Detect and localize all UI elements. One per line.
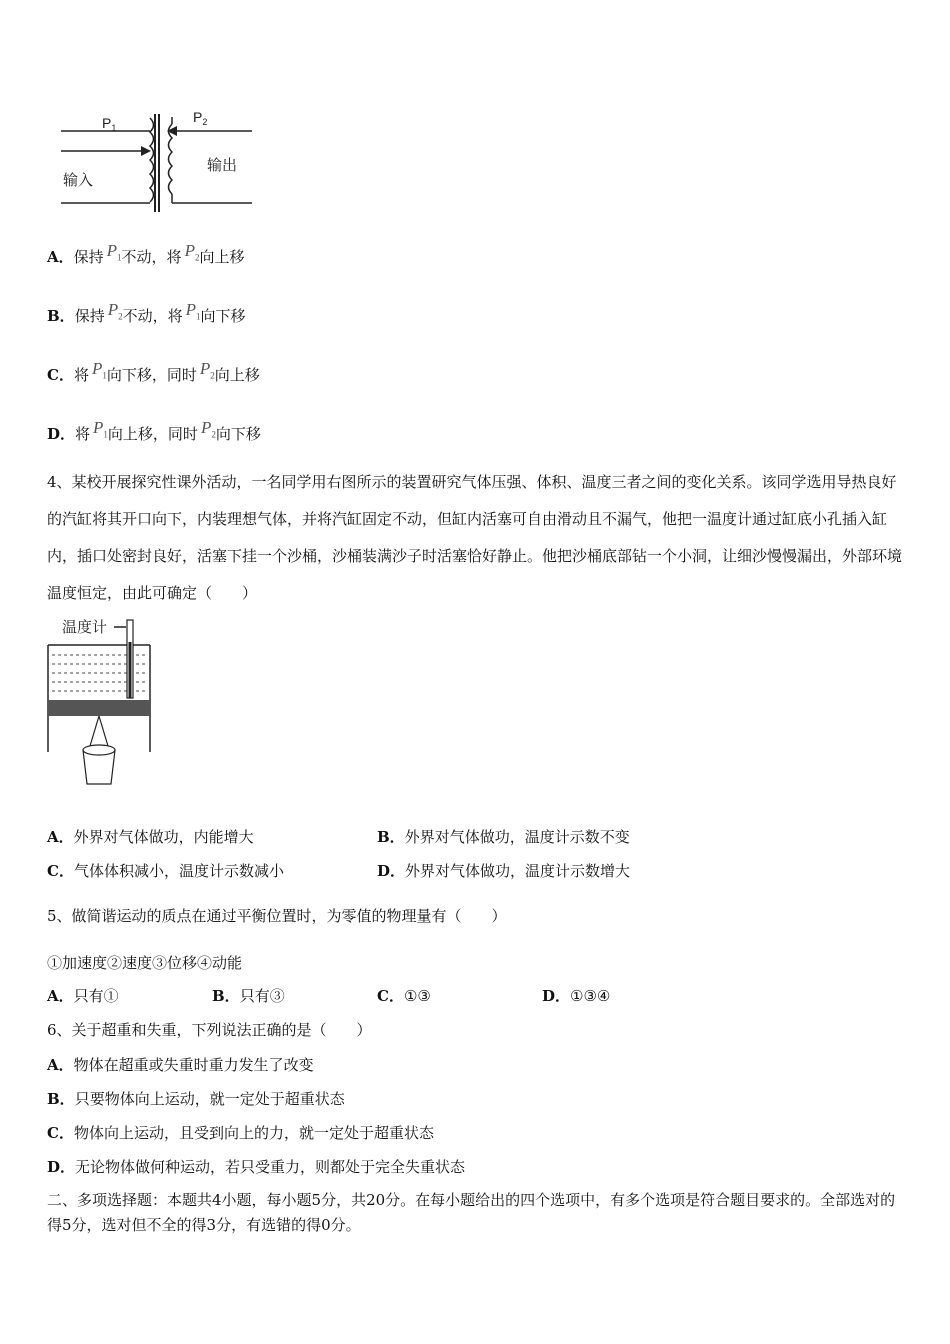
option-letter: D．	[377, 862, 406, 880]
q6-option-a[interactable]: A．物体在超重或失重时重力发生了改变	[47, 1056, 314, 1074]
input-label: 输入	[63, 172, 94, 189]
option-letter: A．	[47, 1056, 74, 1074]
option-letter: D．	[542, 987, 571, 1005]
q5-stem: 5、做简谐运动的质点在通过平衡位置时，为零值的物理量有（ ）	[47, 907, 507, 925]
option-letter: A．	[47, 828, 74, 846]
transformer-figure	[55, 100, 265, 215]
q5-option-a[interactable]: A．只有①	[47, 987, 119, 1005]
q4-option-b[interactable]: B．外界对气体做功，温度计示数不变	[377, 828, 630, 846]
q6-option-d[interactable]: D．无论物体做何种运动，若只受重力，则都处于完全失重状态	[47, 1158, 466, 1176]
option-letter: C．	[377, 987, 404, 1005]
output-label: 输出	[207, 157, 238, 174]
q6-option-c[interactable]: C．物体向上运动，且受到向上的力，就一定处于超重状态	[47, 1124, 434, 1142]
p-variable: $P_1$	[91, 359, 107, 381]
option-letter: B．	[47, 1090, 75, 1108]
q3-option-b[interactable]: B．保持 $P_2$不动，将 $P_1$向下移	[47, 300, 246, 325]
p-variable: $P_1$	[106, 241, 122, 263]
q5-items: ①加速度②速度③位移④动能	[47, 954, 243, 972]
arrow-left-icon	[167, 126, 177, 136]
option-letter: B．	[377, 828, 405, 846]
arrow-right-icon	[141, 146, 151, 156]
option-letter: D．	[47, 1158, 76, 1176]
cylinder-figure	[44, 612, 159, 792]
option-letter: A．	[47, 987, 74, 1005]
p-variable: $P_1$	[93, 418, 108, 440]
q3-option-d[interactable]: D．将 $P_1$向上移，同时 $P_2$向下移	[47, 418, 261, 443]
option-letter: B．	[212, 987, 240, 1005]
p1-label: $P_1$	[102, 115, 117, 133]
p2-label: $P_2$	[193, 109, 208, 127]
p-variable: $P_2$	[200, 418, 216, 440]
q6-stem: 6、关于超重和失重，下列说法正确的是（ ）	[47, 1021, 372, 1039]
q4-option-d[interactable]: D．外界对气体做功，温度计示数增大	[377, 862, 631, 880]
q3-option-a[interactable]: A．保持 $P_1$不动，将 $P_2$向上移	[47, 241, 245, 266]
option-letter: C．	[47, 366, 74, 384]
option-letter: C．	[47, 1124, 74, 1142]
p-variable: $P_2$	[107, 300, 123, 322]
option-letter: A．	[47, 248, 74, 266]
option-letter: D．	[47, 425, 76, 443]
thermometer-label: 温度计	[62, 619, 108, 636]
q4-stem: 4、某校开展探究性课外活动，一名同学用右图所示的装置研究气体压强、体积、温度三者之间的变化关系。该同学选用导热良好的汽缸将其开口向下，内装理想气体，并将汽缸固定不动，但缸内活塞可自由滑动且不漏气，他把一温度计通过缸底小孔插入缸内，插口处密封良好，活塞下挂一个沙桶，沙桶装满沙子时活塞恰好静止。他把沙桶底部钻一个小洞，让细沙慢慢漏出，外部环境温度恒定，由此可确定（ ）	[47, 473, 903, 602]
p-variable: $P_2$	[199, 359, 215, 381]
q3-option-c[interactable]: C．将 $P_1$向下移，同时 $P_2$向上移	[47, 359, 260, 384]
option-letter: B．	[47, 307, 75, 325]
p-variable: $P_2$	[184, 241, 200, 263]
q4-option-a[interactable]: A．外界对气体做功，内能增大	[47, 828, 254, 846]
q5-option-d[interactable]: D．①③④	[542, 987, 611, 1005]
q6-option-b[interactable]: B．只要物体向上运动，就一定处于超重状态	[47, 1090, 345, 1108]
q5-option-c[interactable]: C．①③	[377, 987, 431, 1005]
q5-option-b[interactable]: B．只有③	[212, 987, 285, 1005]
section-2-heading: 二、多项选择题：本题共4小题，每小题5分，共20分。在每小题给出的四个选项中，有多个选项是符合题目要求的。全部选对的得5分，选对但不全的得3分，有选错的得0分。	[47, 1191, 896, 1234]
option-letter: C．	[47, 862, 74, 880]
p-variable: $P_1$	[185, 300, 201, 322]
q4-option-c[interactable]: C．气体体积减小，温度计示数减小	[47, 862, 284, 880]
